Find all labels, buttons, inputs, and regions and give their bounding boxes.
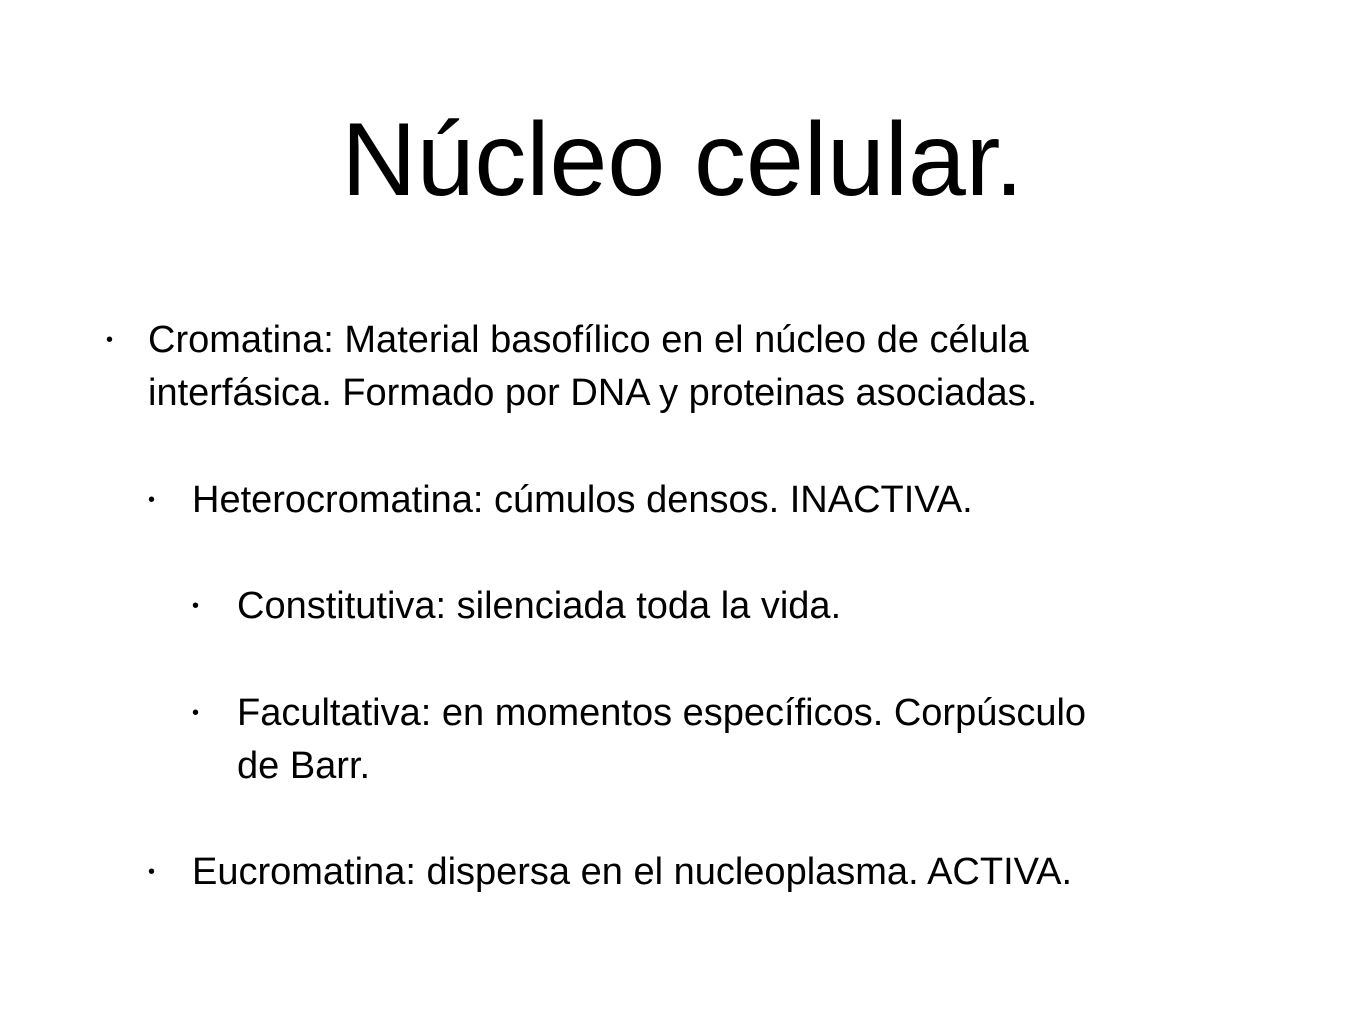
bullet-marker: • [192,595,200,617]
bullet-cromatina-line1: Cromatina: Material basofílico en el núcleo de célula [148,319,1029,361]
bullet-marker: • [192,702,200,724]
bullet-marker: • [148,861,156,883]
bullet-facultativa-line2: de Barr. [237,745,371,787]
bullet-cromatina-line2: interfásica. Formado por DNA y proteinas asociadas. [148,372,1038,414]
bullet-constitutiva-text: Constitutiva: silenciada toda la vida. [237,585,842,627]
bullet-eucromatina-text: Eucromatina: dispersa en el nucleoplasma. ACTIVA. [192,851,1073,893]
slide-title: Núcleo celular. [341,102,1024,218]
bullet-marker: • [148,489,156,511]
bullet-facultativa-line1: Facultativa: en momentos específicos. Corpúsculo [237,692,1087,734]
bullet-marker: • [106,329,114,351]
bullet-heterocromatina-text: Heterocromatina: cúmulos densos. INACTIVA. [192,479,973,521]
